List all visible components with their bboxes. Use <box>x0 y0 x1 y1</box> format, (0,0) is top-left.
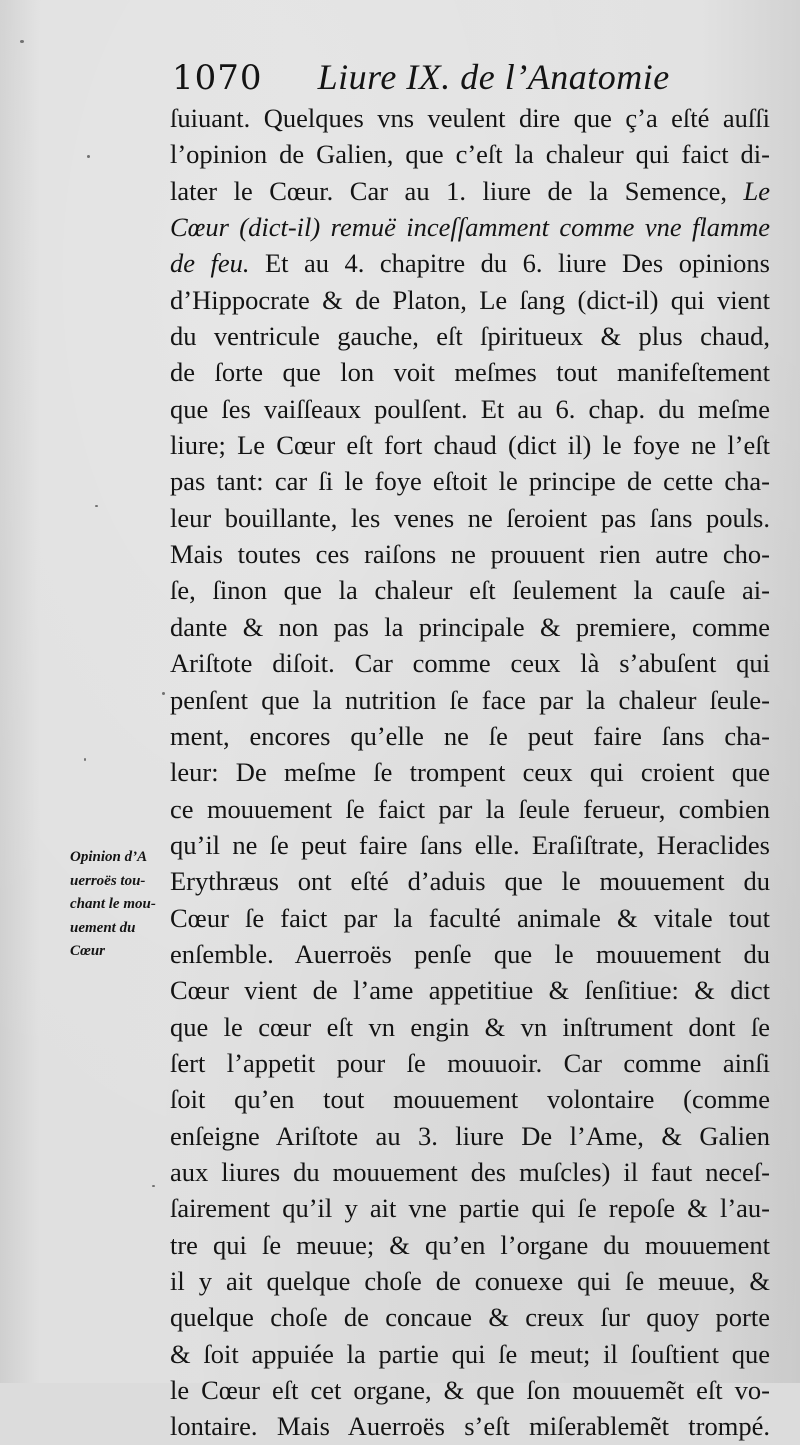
text-line: Ariſtote diſoit. Car comme ceux là s’abuſent qui <box>170 648 770 679</box>
text-line: Cœur ſe faict par la faculté animale & vitale tout <box>170 902 770 933</box>
text-line: l’opinion de Galien, que c’eſt la chaleur qui faict di- <box>170 139 770 170</box>
text-line: ſuiuant. Quelques vns veulent dire que ç’a eſté auſſi <box>170 103 770 133</box>
text-line: liure; Le Cœur eſt fort chaud (dict il) le foye ne l’eſt <box>170 430 770 461</box>
text-line: & ſoit appuiée la partie qui ſe meut; il ſouſtient que <box>170 1338 770 1369</box>
text-line: penſent que la nutrition ſe face par la chaleur ſeule- <box>170 684 770 715</box>
marginal-note-line: Cœur <box>70 943 106 959</box>
text-line: aux liures du mouuement des muſcles) il faut neceſ- <box>170 1156 770 1187</box>
text-line <box>170 245 770 281</box>
text-line: ment, encores qu’elle ne ſe peut faire ſans cha- <box>170 720 770 751</box>
running-head <box>172 56 772 106</box>
paper-speck <box>84 758 86 761</box>
text-line: que ſes vaiſſeaux poulſent. Et au 6. chap. du meſme <box>170 393 770 424</box>
italic-quote-end: de feu. <box>170 248 250 279</box>
text-line-roman: Et au 4. chapitre du 6. liure Des opinions <box>249 248 770 279</box>
text-line: dante & non pas la principale & premiere, comme <box>170 611 770 642</box>
marginal-note-line: Opinion d’A <box>70 849 148 865</box>
text-line: ce mouuement ſe faict par la ſeule ferueur, combien <box>170 793 770 824</box>
text-line: enſemble. Auerroës penſe que le mouuement du <box>170 938 770 969</box>
text-line: tre qui ſe meuue; & qu’en l’organe du mouuement <box>170 1229 770 1260</box>
text-line-italic-quote: Cœur (dict-il) remuë inceſſamment comme vne flamme <box>170 212 770 243</box>
text-line: de ſorte que lon voit meſmes tout manifeſtement <box>170 357 770 388</box>
text-line: qu’il ne ſe peut faire ſans elle. Eraſiſtrate, Heraclides <box>170 829 770 860</box>
text-line: leur: De meſme ſe trompent ceux qui croient que <box>170 757 770 788</box>
text-line: ſairement qu’il y ait vne partie qui ſe repoſe & l’au- <box>170 1193 770 1224</box>
text-line <box>170 173 770 209</box>
text-line-roman: later le Cœur. Car au 1. liure de la Semence, <box>170 175 744 206</box>
page-number: 1070 <box>172 58 263 98</box>
text-line: Cœur vient de l’ame appetitiue & ſenſitiue: & dict <box>170 975 770 1006</box>
text-line: quelque choſe de concaue & creux ſur quoy porte <box>170 1302 770 1333</box>
text-line: du ventricule gauche, eſt ſpiritueux & plus chaud, <box>170 321 770 352</box>
text-line: d’Hippocrate & de Platon, Le ſang (dict-il) qui vient <box>170 284 770 315</box>
text-line: Erythræus ont eſté d’aduis que le mouuement du <box>170 866 770 897</box>
marginal-note-line: uerroës tou- <box>70 872 146 889</box>
paper-speck <box>95 505 98 507</box>
text-line: que le cœur eſt vn engin & vn inſtrument dont ſe <box>170 1011 770 1042</box>
text-line: ſert l’appetit pour ſe mouuoir. Car comme ainſi <box>170 1047 770 1078</box>
text-line: le Cœur eſt cet organe, & que ſon mouuemẽt eſt vo- <box>170 1375 770 1406</box>
text-line: ſe, ſinon que la chaleur eſt ſeulement la cauſe ai- <box>170 575 770 606</box>
paper-speck <box>162 692 165 695</box>
marginal-note-line: uement du <box>70 919 136 936</box>
paper-speck <box>87 155 90 158</box>
marginal-note-line: chant le mou- <box>70 896 156 912</box>
text-line: il y ait quelque choſe de conuexe qui ſe meuue, & <box>170 1266 770 1296</box>
text-line: ſoit qu’en tout mouuement volontaire (comme <box>170 1084 770 1115</box>
italic-quote-start: Le <box>743 175 770 206</box>
running-title: Liure IX. de l’Anatomie <box>317 57 670 97</box>
text-line: pas tant: car ſi le foye eſtoit le principe de cette cha- <box>170 466 770 497</box>
text-line: enſeigne Ariſtote au 3. liure De l’Ame, & Galien <box>170 1120 770 1151</box>
marginal-note <box>70 846 190 964</box>
body-text <box>170 100 770 1445</box>
text-line: lontaire. Mais Auerroës s’eſt miſerablemẽt trompé. <box>170 1411 770 1442</box>
paper-speck <box>20 40 24 43</box>
paper-speck <box>152 1185 155 1187</box>
text-line: Mais toutes ces raiſons ne prouuent rien autre cho- <box>170 539 770 570</box>
text-line: leur bouillante, les venes ne ſeroient pas ſans pouls. <box>170 502 770 533</box>
